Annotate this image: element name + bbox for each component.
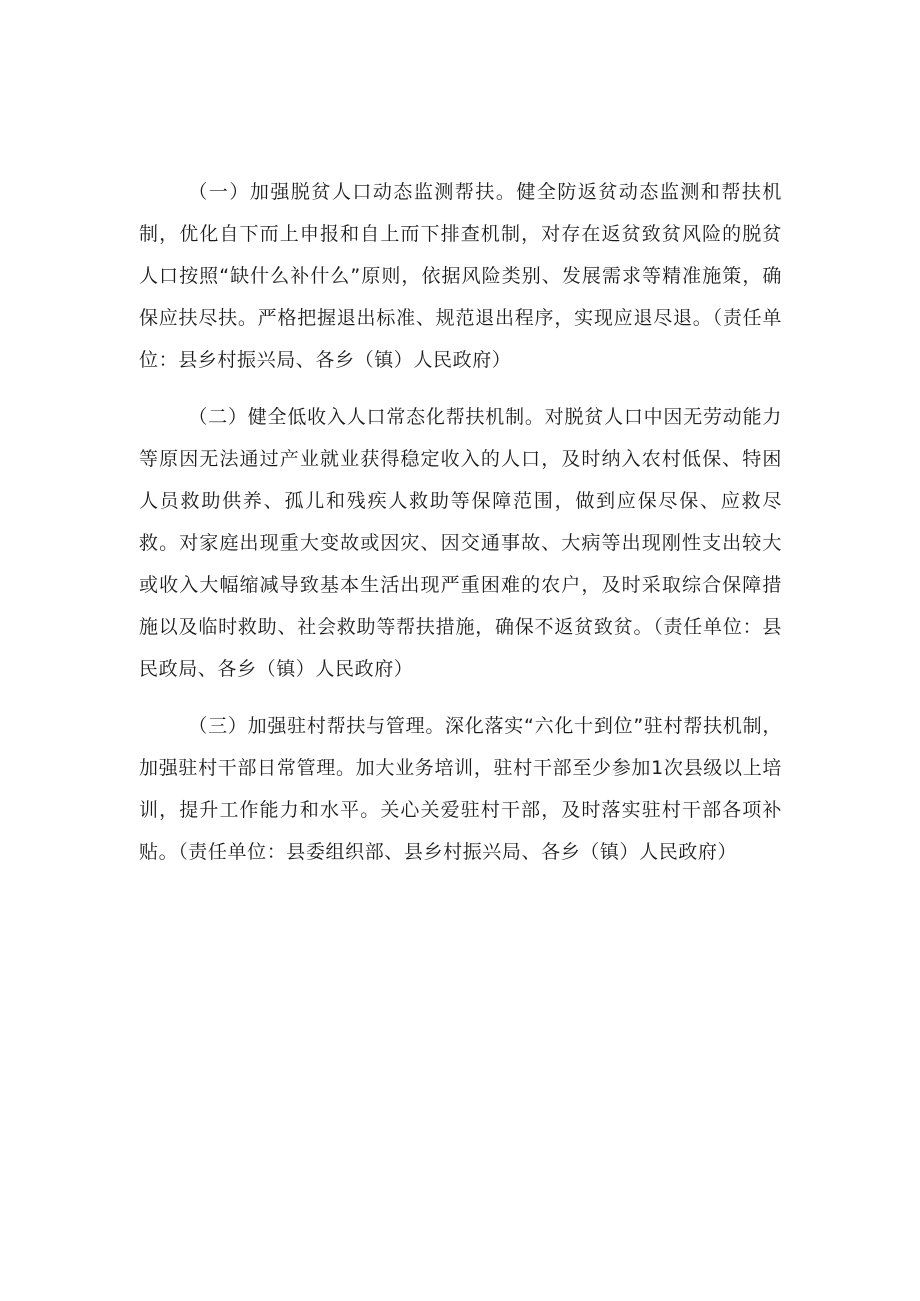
document-body: [139, 171, 782, 873]
paragraph-3: （三）加强驻村帮扶与管理。深化落实“六化十到位”驻村帮扶机制，加强驻村干部日常管理。加大业务培训，驻村干部至少参加1次县级以上培训，提升工作能力和水平。关心关爱驻村干部，及时落实驻村干部各项补贴。（责任单位：县委组织部、县乡村振兴局、各乡（镇）人民政府）: [139, 715, 782, 863]
paragraph-1: （一）加强脱贫人口动态监测帮扶。健全防返贫动态监测和帮扶机制，优化自下而上申报和自上而下排查机制，对存在返贫致贫风险的脱贫人口按照“缺什么补什么”原则，依据风险类别、发展需求等精准施策，确保应扶尽扶。严格把握退出标准、规范退出程序，实现应退尽退。（责任单位：县乡村振兴局、各乡（镇）人民政府）: [139, 181, 782, 371]
paragraph-2: （二）健全低收入人口常态化帮扶机制。对脱贫人口中因无劳动能力等原因无法通过产业就业获得稳定收入的人口，及时纳入农村低保、特困人员救助供养、孤儿和残疾人救助等保障范围，做到应保尽保、应救尽救。对家庭出现重大变故或因灾、因交通事故、大病等出现刚性支出较大或收入大幅缩减导致基本生活出现严重困难的农户，及时采取综合保障措施以及临时救助、社会救助等帮扶措施，确保不返贫致贫。（责任单位：县民政局、各乡（镇）人民政府）: [139, 406, 782, 680]
